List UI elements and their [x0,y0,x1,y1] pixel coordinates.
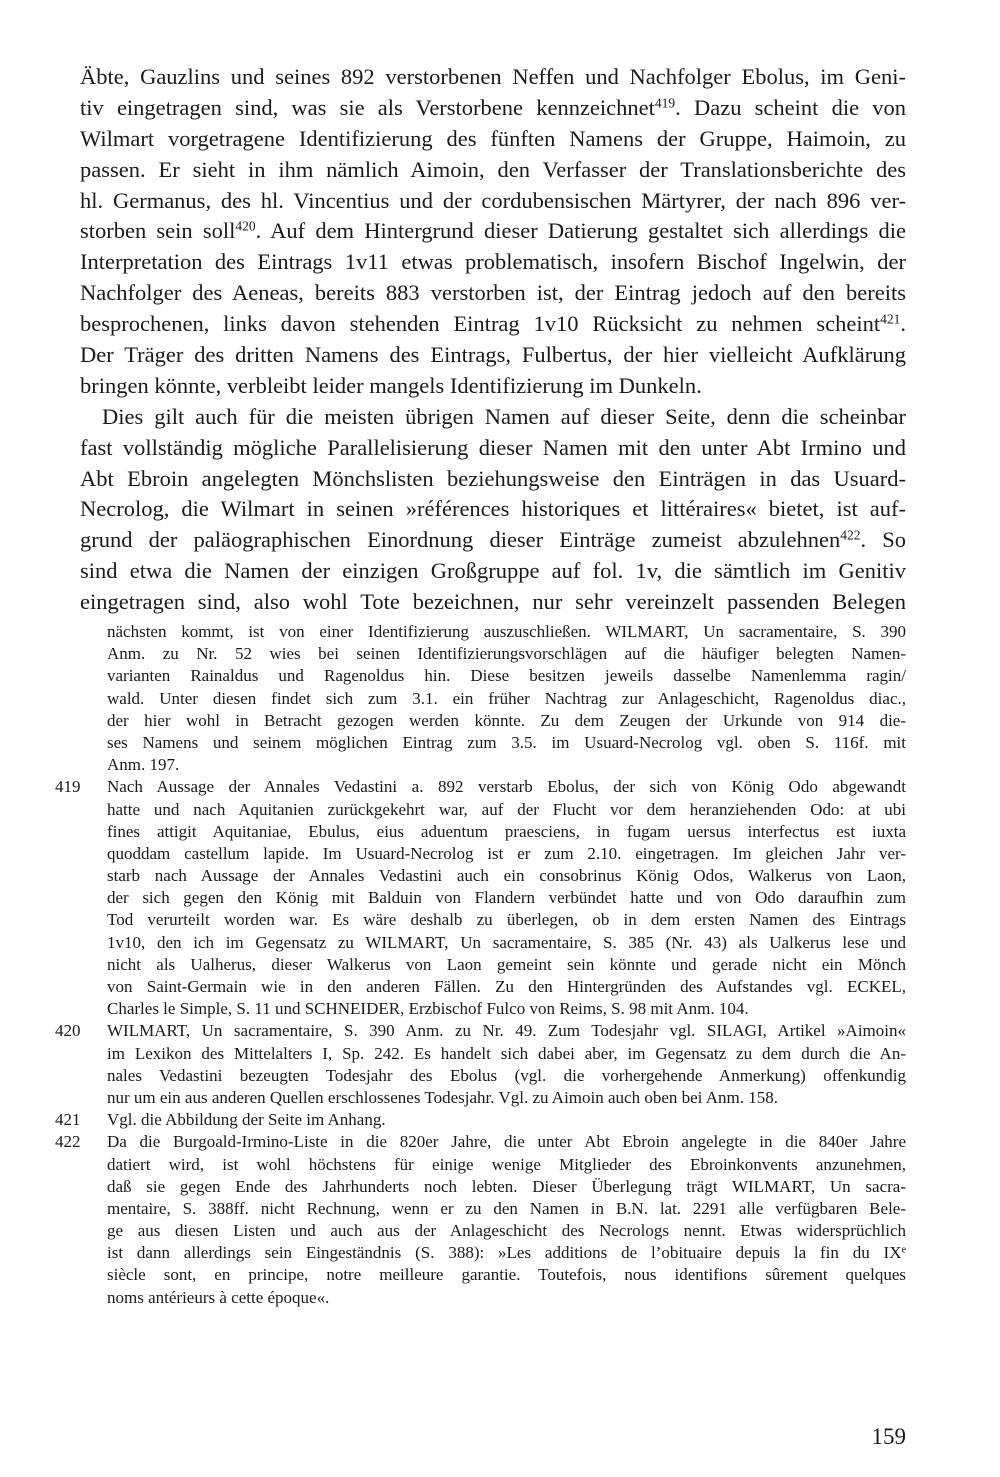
footnotes [55,621,906,1309]
footnote-line: Anm. zu Nr. 52 wies bei seinen Identifizierungsvorschlägen auf die häufiger belegten Namen- [107,644,906,664]
footnote-line: Anm. 197. [107,755,180,775]
footnote-line: nales Vedastini bezeugten Todesjahr des Ebolus (vgl. die vorhergehende Anmerkung) offenkundig [107,1065,906,1085]
footnote-line: quoddam castellum lapide. Im Usuard-Necrolog ist er zum 2.10. eingetragen. Im gleichen Jahr ver- [107,843,906,863]
text-line: eingetragen sind, also wohl Tote bezeichnen, nur sehr vereinzelt passenden Belegen [80,589,906,615]
footnote-421 [55,1109,906,1131]
text-line: Dies gilt auch für die meisten übrigen Namen auf dieser Seite, denn die scheinbar [102,403,906,429]
footnote-line: nur um ein aus anderen Quellen erschlossenes Todesjahr. Vgl. zu Aimoin auch oben bei Anm. 158. [107,1087,778,1107]
footnote-line: Charles le Simple, S. 11 und SCHNEIDER, Erzbischof Fulco von Reims, S. 98 mit Anm. 104. [107,999,749,1019]
footnote-line: ses Namens und seinem möglichen Eintrag zum 3.5. im Usuard-Necrolog vgl. oben S. 116f. mit [107,732,906,752]
footnote-ref: 421 [880,311,901,327]
footnote-line: Tod verurteilt worden war. Es wäre deshalb zu überlegen, ob in dem ersten Namen des Eintrags [107,910,906,930]
footnote-line: nicht als Ualherus, dieser Walkerus von Laon gemeint sein könnte und gerade nicht ein Mönch [107,954,906,974]
footnote-420 [55,1020,906,1109]
footnote-ref: 422 [840,527,861,543]
text-line: Der Träger des dritten Namens des Eintrags, Fulbertus, der hier vielleicht Aufklärung [80,342,906,368]
footnote-number: 422 [55,1132,81,1152]
footnote-line: fines attigit Aquitaniae, Ebulus, eius aduentum praesciens, in fugam uersus interfectus est iuxta [107,821,906,841]
footnote-line: varianten Rainaldus und Ragenoldus hin. Diese besitzen jeweils dasselbe Namenlemma ragin/ [107,666,906,686]
footnote-line: ge aus diesen Listen und auch aus der Anlageschicht des Necrologs nennt. Etwas widersprüchlich [107,1221,906,1241]
footnote-line: wald. Unter diesen findet sich zum 3.1. ein früher Nachtrag zur Anlageschicht, Ragenoldus diac., [107,688,906,708]
footnote-line: im Lexikon des Mittelalters I, Sp. 242. Es handelt sich dabei aber, im Gegensatz zu dem durch die An- [107,1043,906,1063]
footnote-line: der sich gegen den König mit Balduin von Flandern verbündet hatte und von Odo daraufhin zum [107,888,906,908]
footnote-line: 1v10, den ich im Gegensatz zu WILMART, Un sacramentaire, S. 385 (Nr. 43) als Ualkerus lese und [107,932,906,952]
footnote-continuation [55,621,906,776]
footnote-line: Nach Aussage der Annales Vedastini a. 892 verstarb Ebolus, der sich von König Odo abgewandt [107,777,906,797]
text-line: Äbte, Gauzlins und seines 892 verstorbenen Neffen und Nachfolger Ebolus, im Geni- [80,64,906,89]
text-line: Abt Ebroin angelegten Mönchslisten beziehungsweise den Einträgen in das Usuard- [80,465,906,491]
footnote-line: daß sie gegen Ende des Jahrhunderts noch lebten. Dieser Überlegung trägt WILMART, Un sacra- [107,1176,906,1196]
text-line: grund der paläographischen Einordnung dieser Einträge zumeist abzulehnen$^{422}$. So [80,527,906,553]
footnote-ref: 420 [235,219,256,235]
text-line: Nachfolger des Aeneas, bereits 883 verstorben ist, der Eintrag jedoch auf den bereits [80,280,906,306]
text-line: Necrolog, die Wilmart in seinen »références historiques et littéraires« bietet, ist auf- [80,496,906,522]
footnote-line: WILMART, Un sacramentaire, S. 390 Anm. zu Nr. 49. Zum Todesjahr vgl. SILAGI, Artikel »Aimoin« [107,1021,906,1041]
text-line: storben sein soll$^{420}$. Auf dem Hintergrund dieser Datierung gestaltet sich allerdings die [80,218,906,244]
text-line: sind etwa die Namen der einzigen Großgruppe auf fol. 1v, die sämtlich im Genitiv [80,558,906,584]
text-line: Wilmart vorgetragene Identifizierung des fünften Namens der Gruppe, Haimoin, zu [80,125,906,151]
footnote-line: starb nach Aussage der Annales Vedastini auch ein consobrinus König Odos, Walkerus von Laon, [107,866,906,886]
footnote-line: datiert wird, ist wohl höchstens für einige wenige Mitglieder des Ebroinkonvents anzunehmen, [107,1154,906,1174]
footnote-422 [55,1131,906,1309]
text-line: Interpretation des Eintrags 1v11 etwas problematisch, insofern Bischof Ingelwin, der [80,249,906,275]
text-line: bringen könnte, verbleibt leider mangels Identifizierung im Dunkeln. [80,372,702,398]
footnote-line: nächsten kommt, ist von einer Identifizierung auszuschließen. WILMART, Un sacramentaire, S. 390 [107,622,906,641]
footnote-line: hatte und nach Aquitanien zurückgekehrt war, auf der Flucht vor dem heranziehenden Odo: at ubi [107,799,906,819]
text-line: besprochenen, links davon stehenden Eintrag 1v10 Rücksicht zu nehmen scheint$^{421}$. [80,311,906,337]
footnote-line: der hier wohl in Betracht gezogen werden könnte. Zu dem Zeugen der Urkunde von 914 die- [107,710,906,730]
footnote-line: Vgl. die Abbildung der Seite im Anhang. [107,1110,386,1130]
text-line: tiv eingetragen sind, was sie als Verstorbene kennzeichnet$^{419}$. Dazu scheint die von [80,94,906,120]
footnote-419 [55,776,906,1020]
footnote-line: ist dann allerdings sein Eingeständnis (S. 388): »Les additions de l’obituaire depuis la fin du IXe [107,1243,906,1263]
footnote-number: 421 [55,1110,81,1130]
footnote-line: mentaire, S. 388ff. nicht Rechnung, wenn er zu den Namen in B.N. lat. 2291 alle verfügbaren Bele- [107,1198,906,1218]
footnote-number: 420 [55,1021,81,1041]
footnote-line: noms antérieurs à cette époque«. [107,1287,330,1307]
footnote-line: Da die Burgoald-Irmino-Liste in die 820er Jahre, die unter Abt Ebroin angelegte in die 840er Jahre [107,1132,906,1152]
superscript: e [901,1244,906,1256]
text-line: hl. Germanus, des hl. Vincentius und der cordubensischen Märtyrer, der nach 896 ver- [80,187,906,213]
page-number: 159 [871,1424,906,1449]
footnote-number: 419 [55,777,81,797]
main-text [80,62,906,618]
footnote-line: von Saint-Germain wie in den anderen Fällen. Zu den Hintergründen des Aufstandes vgl. ECKEL, [107,977,906,996]
footnote-line: siècle sont, en principe, notre meilleure garantie. Toutefois, nous identifions sûrement quelques [107,1265,906,1285]
text-line: passen. Er sieht in ihm nämlich Aimoin, den Verfasser der Translationsberichte des [80,156,906,182]
footnote-ref: 419 [654,95,676,111]
text-line: fast vollständig mögliche Parallelisierung dieser Namen mit den unter Abt Irmino und [80,434,906,460]
